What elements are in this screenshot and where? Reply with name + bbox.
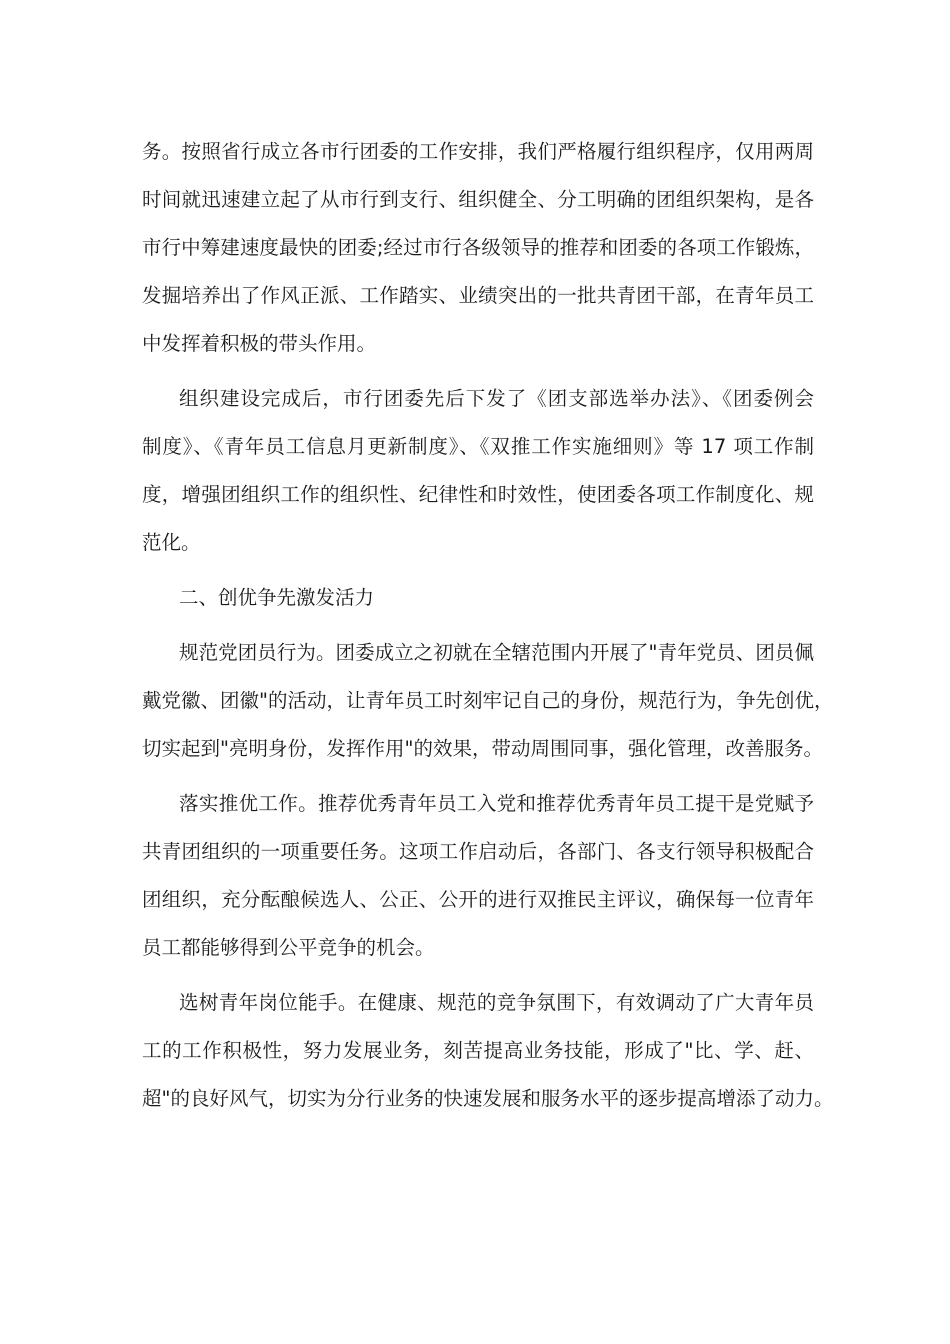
paragraph-regulations (142, 375, 814, 567)
text-line: 团组织，充分酝酿候选人、公正、公开的进行双推民主评议，确保每一位青年 (142, 888, 814, 911)
text-line: 落实推优工作。推荐优秀青年员工入党和推荐优秀青年员工提干是党赋予 (179, 792, 814, 815)
text-line: 超"的良好风气，切实为分行业务的快速发展和服务水平的逐步提高增添了动力。 (142, 1087, 834, 1110)
paragraph-member-conduct (142, 629, 834, 773)
text-line: 选树青年岗位能手。在健康、规范的竞争氛围下，有效调动了广大青年员 (179, 991, 814, 1014)
text-line: 发掘培养出了作风正派、工作踏实、业绩突出的一批共青团干部，在青年员工 (142, 284, 814, 307)
text-line: 制度》、《青年员工信息月更新制度》、《双推工作实施细则》等 17 项工作制 (142, 435, 814, 458)
paragraph-org-structure (142, 128, 814, 368)
text-line: 时间就迅速建立起了从市行到支行、组织健全、分工明确的团组织架构，是各 (142, 188, 814, 211)
document-body (142, 128, 834, 1123)
text-line: 范化。 (142, 531, 201, 554)
text-line: 切实起到"亮明身份，发挥作用"的效果，带动周围同事，强化管理，改善服务。 (142, 737, 823, 760)
paragraph-recommendation (142, 780, 814, 972)
text-line: 戴党徽、团徽"的活动，让青年员工时刻牢记自己的身份，规范行为，争先创优， (142, 689, 834, 712)
text-line: 务。按照省行成立各市行团委的工作安排，我们严格履行组织程序，仅用两周 (142, 140, 814, 163)
text-line: 度，增强团组织工作的组织性、纪律性和时效性，使团委各项工作制度化、规 (142, 483, 814, 506)
section-heading (142, 574, 814, 622)
text-line: 中发挥着积极的带头作用。 (142, 332, 377, 355)
text-line: 员工都能够得到公平竞争的机会。 (142, 936, 435, 959)
text-line: 市行中筹建速度最快的团委;经过市行各级领导的推荐和团委的各项工作锻炼， (142, 236, 814, 259)
text-line: 规范党团员行为。团委成立之初就在全辖范围内开展了"青年党员、团员佩 (179, 641, 814, 664)
paragraph-job-experts (142, 979, 834, 1123)
heading-text: 二、创优争先激发活力 (179, 586, 375, 609)
text-line: 工的工作积极性，努力发展业务，刻苦提高业务技能，形成了"比、学、赶、 (142, 1039, 814, 1062)
text-line: 组织建设完成后，市行团委先后下发了《团支部选举办法》、《团委例会 (179, 387, 814, 410)
text-line: 共青团组织的一项重要任务。这项工作启动后，各部门、各支行领导积极配合 (142, 840, 814, 863)
